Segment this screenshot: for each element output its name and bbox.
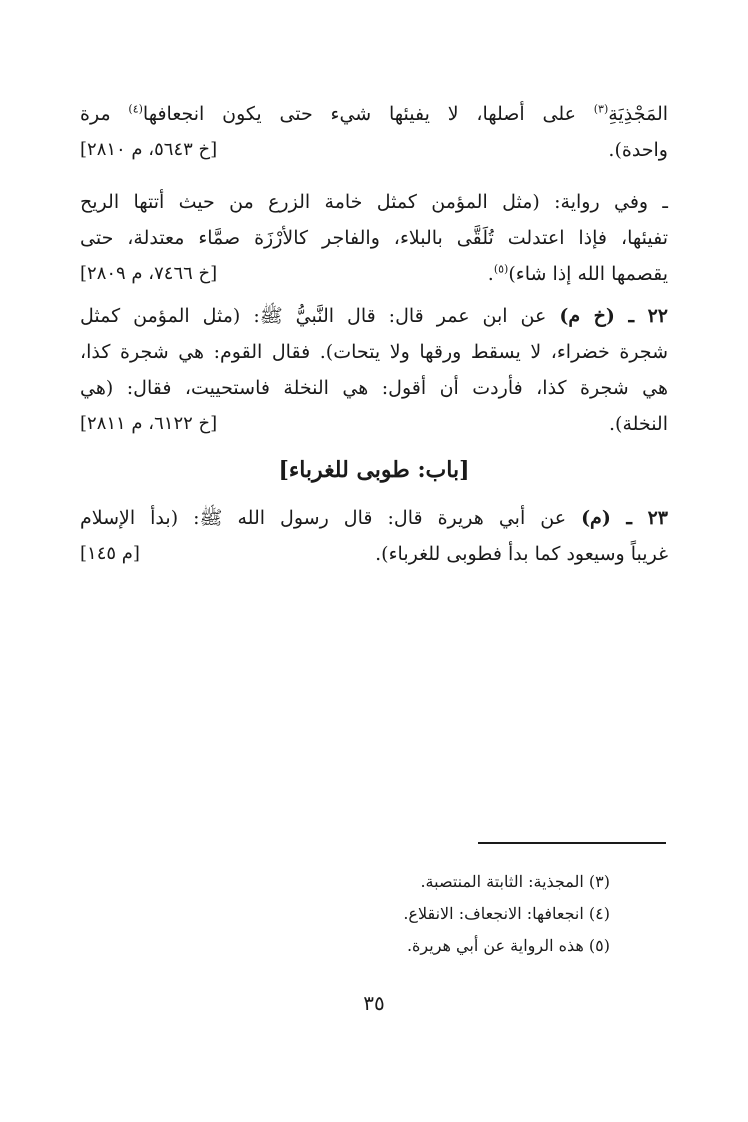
text-line: ٢٣ ـ (م) عن أبي هريرة قال: قال رسول الله ﷺ: (بدأ الإسلام — [80, 507, 668, 529]
paragraph-continuation — [80, 96, 668, 168]
text-line: المَجْذِيَةِ$^{(٣)}$ على أصلها، لا يفيئها شيء حتى يكون انجعافها$^{(٤)}$ مرة — [80, 102, 669, 125]
text-line: تفيئها، فإذا اعتدلت تُلَقَّى بالبلاء، والفاجر كالأرْزَة صمَّاء معتدلة، حتى — [80, 227, 668, 249]
text-line: واحدة). [خ ٥٦٤٣، م ٢٨١٠] — [80, 132, 668, 168]
text-line: شجرة خضراء، لا يسقط ورقها ولا يتحات). فقال القوم: هي شجرة كذا، — [80, 341, 668, 363]
hadith-23 — [80, 500, 668, 572]
hadith-22 — [80, 298, 668, 442]
footnote-4: (٤) انجعافها: الانجعاف: الانقلاع. — [403, 904, 610, 923]
chapter-heading: [باب: طوبى للغرباء] — [278, 457, 470, 483]
source-reference: [م ١٤٥] — [80, 543, 140, 564]
text-line: يقصمها الله إذا شاء)$^{(٥)}$. [خ ٧٤٦٦، م ٢٨٠٩] — [80, 256, 668, 292]
footnote-marker[interactable]: (٤) — [128, 102, 143, 116]
source-reference: [خ ٧٤٦٦، م ٢٨٠٩] — [80, 263, 218, 284]
page-number: ٣٥ — [363, 991, 385, 1015]
footnote-5: (٥) هذه الرواية عن أبي هريرة. — [406, 936, 610, 955]
source-reference: [خ ٦١٢٢، م ٢٨١١] — [80, 413, 218, 434]
footnote-marker[interactable]: (٥) — [493, 262, 509, 276]
text-line: ٢٢ ـ (خ م) عن ابن عمر قال: قال النَّبيُّ ﷺ: (مثل المؤمن كمثل — [80, 305, 668, 327]
text-line: النخلة). [خ ٦١٢٢، م ٢٨١١] — [80, 406, 668, 442]
text-line: غريباً وسيعود كما بدأ فطوبى للغرباء). [م ١٤٥] — [80, 536, 668, 572]
footnote-divider — [478, 842, 666, 844]
source-reference: [خ ٥٦٤٣، م ٢٨١٠] — [80, 139, 218, 160]
footnote-3: (٣) المجذية: الثابتة المنتصبة. — [420, 872, 610, 891]
hadith-number: ٢٣ ـ (م) — [581, 507, 668, 529]
hadith-number: ٢٢ ـ (خ م) — [559, 305, 668, 327]
text-line: ـ وفي رواية: (مثل المؤمن كمثل خامة الزرع من حيث أتتها الريح — [80, 191, 668, 213]
text-line: هي شجرة كذا، فأردت أن أقول: هي النخلة فاستحييت، فقال: (هي — [80, 377, 668, 399]
paragraph-narration — [80, 184, 668, 292]
footnote-marker[interactable]: (٣) — [593, 102, 609, 116]
